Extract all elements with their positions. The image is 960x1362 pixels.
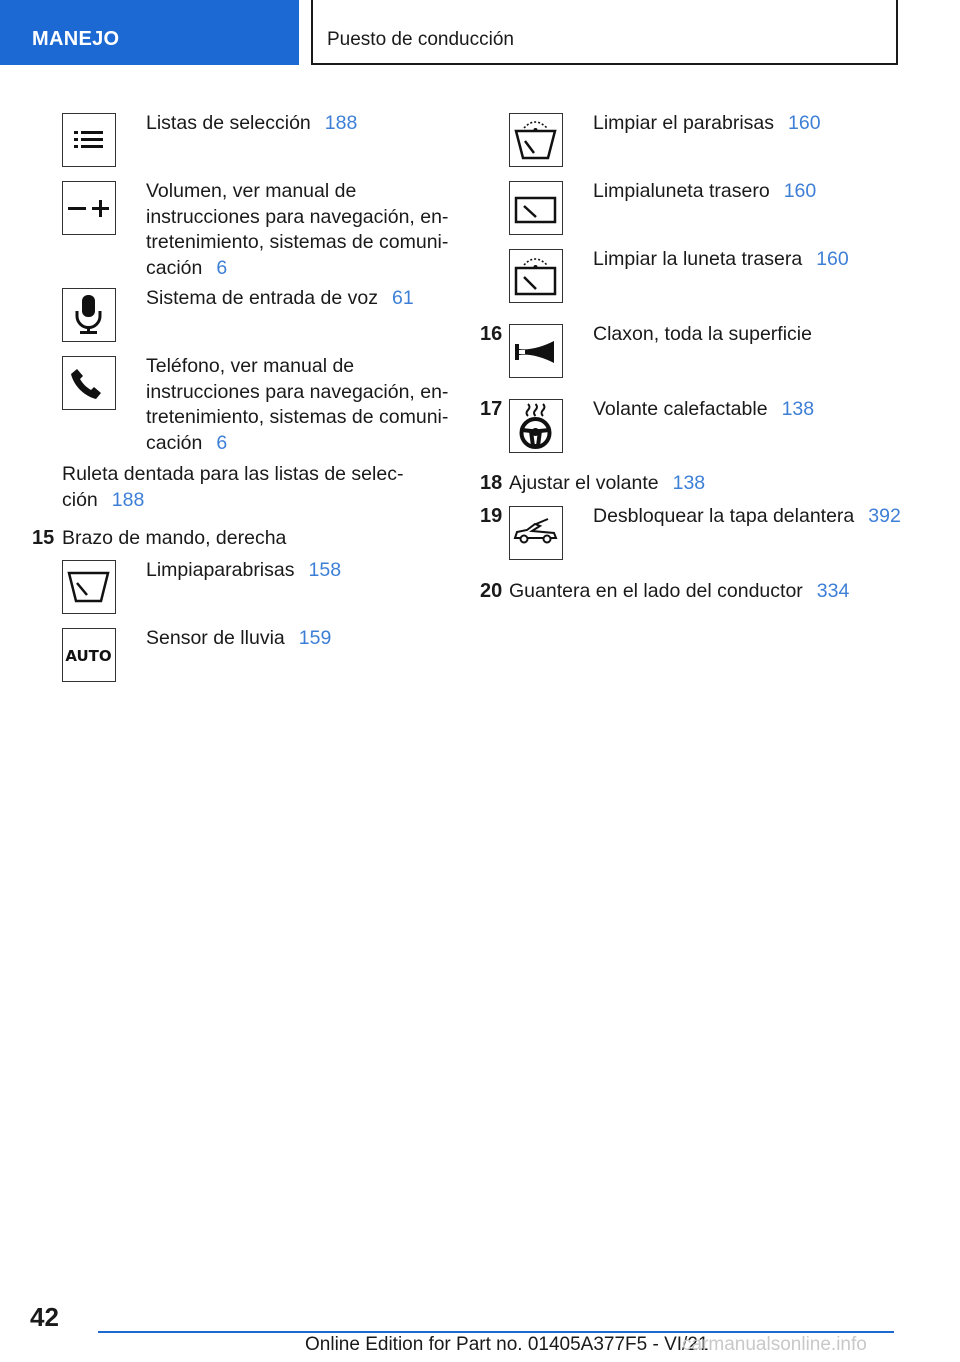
list-item-adjust-steering-wheel: Ajustar el volante 138 <box>509 472 706 494</box>
footer-divider <box>98 1331 894 1333</box>
page-ref-link[interactable]: 61 <box>391 287 414 309</box>
list-item-rain-sensor: Sensor de lluvia 159 <box>146 627 332 649</box>
section-title: MANEJO <box>32 28 120 50</box>
rear-wiper-icon <box>509 181 563 235</box>
page-ref-link[interactable]: 160 <box>816 248 849 270</box>
page-ref-link[interactable]: 158 <box>308 559 342 581</box>
voice-microphone-icon <box>62 288 116 342</box>
list-item-selection-lists: Listas de selección 188 <box>146 112 358 134</box>
heated-steering-wheel-icon <box>509 399 563 453</box>
page-ref-link[interactable]: 188 <box>324 112 358 134</box>
list-item-heated-steering-wheel: Volante calefactable 138 <box>593 398 815 420</box>
list-item-volume: Volumen, ver manual de instrucciones para navegación, en- tretenimiento, sistemas de comuni- cación 6 <box>146 180 449 279</box>
page-ref-link[interactable]: 138 <box>781 398 815 420</box>
windshield-wiper-icon <box>62 560 116 614</box>
page-ref-link[interactable]: 159 <box>298 627 332 649</box>
page-ref-link[interactable]: 138 <box>672 472 706 494</box>
list-item-rear-washer: Limpiar la luneta trasera 160 <box>593 248 849 270</box>
list-item-driver-glovebox: Guantera en el lado del conductor 334 <box>509 580 850 602</box>
list-item-clean-windshield: Limpiar el parabrisas 160 <box>593 112 821 134</box>
minus-plus-icon <box>62 181 116 235</box>
page-number: 42 <box>30 1302 59 1332</box>
page-ref-link[interactable]: 160 <box>783 180 817 202</box>
list-item-horn: Claxon, toda la superficie <box>593 323 812 345</box>
list-icon <box>62 113 116 167</box>
item-number: 16 <box>480 323 503 345</box>
windshield-washer-icon <box>509 113 563 167</box>
page-ref-link[interactable]: 392 <box>868 505 901 527</box>
item-number: 17 <box>480 398 503 420</box>
page-ref-link[interactable]: 334 <box>816 580 850 602</box>
edition-text: Online Edition for Part no. 01405A377F5 - VI/21 <box>305 1334 709 1355</box>
topic-title: Puesto de conducción <box>327 29 514 50</box>
page-ref-link[interactable]: 6 <box>216 431 228 454</box>
list-item-right-stalk: Brazo de mando, derecha <box>62 527 287 549</box>
list-item-rear-wiper: Limpialuneta trasero 160 <box>593 180 817 202</box>
list-item-phone: Teléfono, ver manual de instrucciones para navegación, en- tretenimiento, sistemas de comuni- cación 6 <box>146 355 449 454</box>
list-item-voice-input: Sistema de entrada de voz 61 <box>146 287 414 309</box>
item-number: 15 <box>32 527 55 549</box>
auto-rain-sensor-icon <box>62 628 116 682</box>
hood-release-icon <box>509 506 563 560</box>
phone-icon <box>62 356 116 410</box>
section-tab <box>0 0 299 65</box>
item-number: 20 <box>480 580 503 602</box>
list-item-thumbwheel: Ruleta dentada para las listas de selec- ción 188 <box>62 463 404 511</box>
svg-text:AUTO: AUTO <box>65 647 112 665</box>
item-number: 18 <box>480 472 503 494</box>
list-item-hood-release: Desbloquear la tapa delantera 392 <box>593 505 901 527</box>
watermark: carmanualsonline.info <box>682 1334 867 1355</box>
topic-tab <box>311 0 898 65</box>
list-item-wipers: Limpiaparabrisas 158 <box>146 559 342 581</box>
rear-washer-icon <box>509 249 563 303</box>
page-ref-link[interactable]: 160 <box>788 112 821 134</box>
page-ref-link[interactable]: 6 <box>216 256 228 279</box>
page-ref-link[interactable]: 188 <box>111 488 145 511</box>
horn-icon <box>509 324 563 378</box>
item-number: 19 <box>480 505 503 527</box>
